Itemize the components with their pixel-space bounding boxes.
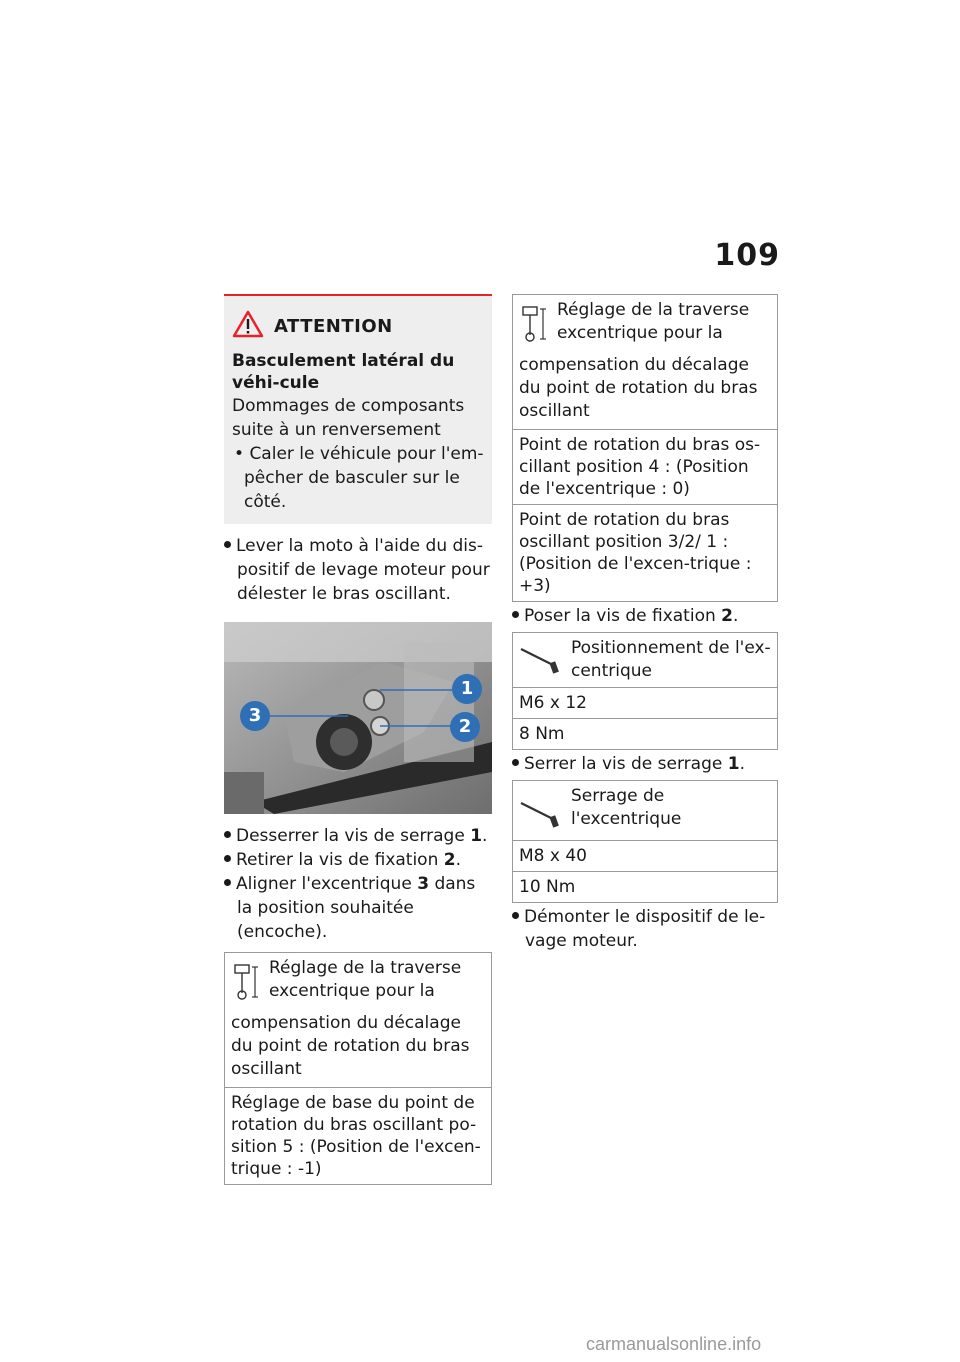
torque-2-title: Serrage de l'excentrique xyxy=(571,786,682,829)
right-column xyxy=(512,294,778,953)
step-aligner: Aligner l'excentrique 3 dans la position souhaitée (encoche). xyxy=(224,872,492,944)
step-serrer: Serrer la vis de serrage 1. xyxy=(512,752,778,776)
torque-table-2 xyxy=(512,780,778,903)
warning-triangle-icon xyxy=(232,310,264,342)
spec-table-left xyxy=(224,952,492,1185)
step-poser: Poser la vis de fixation 2. xyxy=(512,604,778,628)
spec-right-title-tail: compensation du décalage du point de rotation du bras oscillant xyxy=(519,355,758,421)
callout-1: 1 xyxy=(452,674,482,704)
warning-bullet: • Caler le véhicule pour l'em-pêcher de basculer sur le côté. xyxy=(234,444,484,512)
torque-2-value: 10 Nm xyxy=(513,871,777,902)
torque-wrench-icon xyxy=(519,637,563,683)
spec-left-header xyxy=(225,953,491,1087)
torque-wrench-icon xyxy=(519,785,563,836)
spec-left-title: Réglage de la traverse excentrique pour la xyxy=(269,958,462,1001)
page-number: 109 xyxy=(714,238,780,273)
warning-subtitle: Basculement latéral du véhi-cule xyxy=(232,351,455,393)
torque-2-size: M8 x 40 xyxy=(513,840,777,871)
spec-right-title: Réglage de la traverse excentrique pour la xyxy=(557,300,750,343)
torque-2-header xyxy=(513,781,777,840)
spec-right-row-1: Point de rotation du bras os-cillant position 4 : (Position de l'excentrique : 0) xyxy=(513,429,777,504)
spec-left-row: Réglage de base du point de rotation du bras oscillant po-sition 5 : (Position de l'excen-trique : -1) xyxy=(225,1087,491,1184)
warning-title: ATTENTION xyxy=(274,315,393,337)
torque-1-header xyxy=(513,633,777,687)
figure-swingarm-eccentric xyxy=(224,622,492,814)
adjustment-gauge-icon xyxy=(231,957,261,1008)
spec-right-header xyxy=(513,295,777,429)
warning-text: Dommages de composants suite à un renversement xyxy=(232,396,465,440)
step-lever: Lever la moto à l'aide du dis-positif de levage moteur pour délester le bras oscillant. xyxy=(224,534,492,606)
warning-box xyxy=(224,294,492,524)
warning-header xyxy=(232,310,484,342)
step-retirer: Retirer la vis de fixation 2. xyxy=(224,848,492,872)
torque-table-1 xyxy=(512,632,778,750)
spec-right-row-2: Point de rotation du bras oscillant position 3/2/ 1 : (Position de l'excen-trique : +3) xyxy=(513,504,777,601)
callout-2: 2 xyxy=(450,712,480,742)
torque-1-value: 8 Nm xyxy=(513,718,777,749)
step-demonter: Démonter le dispositif de le-vage moteur. xyxy=(512,905,778,953)
torque-1-size: M6 x 12 xyxy=(513,687,777,718)
watermark: carmanualsonline.info xyxy=(586,1334,762,1354)
left-column xyxy=(224,294,492,1185)
adjustment-gauge-icon xyxy=(519,299,549,350)
spec-left-title-tail: compensation du décalage du point de rotation du bras oscillant xyxy=(231,1013,470,1079)
step-desserrer: Desserrer la vis de serrage 1. xyxy=(224,824,492,848)
callout-3: 3 xyxy=(240,701,270,731)
torque-1-title: Positionnement de l'ex-centrique xyxy=(571,638,771,681)
spec-table-right xyxy=(512,294,778,602)
